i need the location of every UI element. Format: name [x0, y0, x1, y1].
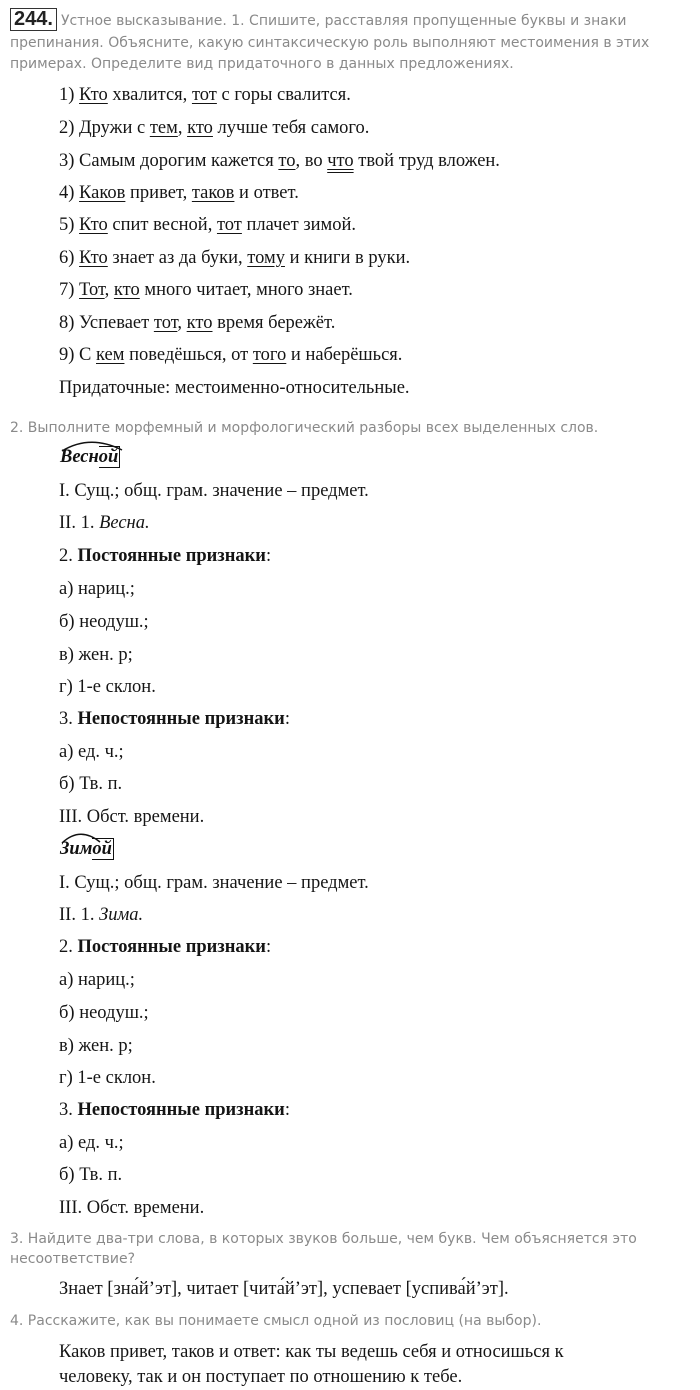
- w1-b: б) неодуш.;: [59, 612, 149, 632]
- sentence-text: и ответ.: [234, 183, 299, 203]
- instruction-3-line-2: несоответствие?: [10, 1251, 136, 1267]
- root-arc-icon: [60, 830, 130, 844]
- w1-line-5: III. Обст. времени.: [59, 807, 205, 827]
- w2-f: б) Тв. п.: [59, 1165, 123, 1185]
- answer-4-line-1: Каков привет, таков и ответ: как ты ведешь себя и относишься к: [59, 1342, 564, 1362]
- sentence-text: 3) Самым дорогим кажется: [59, 151, 279, 171]
- w1-a: а) нариц.;: [59, 579, 135, 599]
- sentence-text: 7): [59, 280, 80, 300]
- sentence-text: , во: [295, 151, 328, 171]
- sentence-text: и наберёшься.: [286, 345, 403, 365]
- sentence-text: 4): [59, 183, 80, 203]
- sentence-text: знает аз да буки,: [107, 248, 248, 268]
- sentence-1: [59, 84, 351, 106]
- task-header: [10, 8, 626, 32]
- clauses-note: Придаточные: местоименно-относительные.: [59, 378, 410, 398]
- w2-l3-colon: :: [265, 937, 272, 957]
- task-number: 244.: [10, 8, 57, 31]
- w2-l4-colon: :: [284, 1100, 290, 1120]
- w1-line-2-num: II. 1.: [59, 513, 100, 533]
- w1-line-3: [59, 545, 271, 567]
- headword-vesnoy: [60, 438, 120, 468]
- sentence-text: ,: [104, 280, 114, 300]
- underlined-pronoun: тому: [247, 248, 285, 268]
- w2-line-5: III. Обст. времени.: [59, 1198, 205, 1218]
- w1-initial-form: Весна.: [99, 513, 150, 533]
- sentence-text: твой труд вложен.: [353, 151, 500, 171]
- sentence-8: [59, 312, 335, 334]
- underlined-pronoun: Кто: [79, 85, 108, 105]
- w2-variable-features: Непостоянные признаки: [77, 1100, 285, 1120]
- sentence-9: [59, 344, 402, 366]
- sentence-text: 5): [59, 215, 80, 235]
- underlined-pronoun: кто: [113, 280, 140, 300]
- sentence-3: [59, 150, 500, 172]
- sentence-text: лучше тебя самого.: [212, 118, 370, 138]
- w1-l3-colon: :: [265, 546, 272, 566]
- underlined-pronoun: что: [327, 151, 354, 171]
- w2-line-3: [59, 936, 271, 958]
- sentence-text: поведёшься, от: [124, 345, 253, 365]
- instruction-4: 4. Расскажите, как вы понимаете смысл одной из пословиц (на выбор).: [10, 1313, 542, 1329]
- w2-l3-num: 2.: [59, 937, 78, 957]
- w2-c: в) жен. р;: [59, 1036, 133, 1056]
- w1-e: а) ед. ч.;: [59, 742, 124, 762]
- w1-line-4: [59, 708, 290, 730]
- underlined-pronoun: тот: [216, 215, 242, 235]
- sentence-text: плачет зимой.: [241, 215, 357, 235]
- underlined-pronoun: то: [278, 151, 296, 171]
- instruction-2: 2. Выполните морфемный и морфологический разборы всех выделенных слов.: [10, 420, 599, 436]
- sentence-text: ,: [177, 313, 187, 333]
- underlined-pronoun: кем: [96, 345, 125, 365]
- underlined-pronoun: таков: [191, 183, 235, 203]
- w1-c: в) жен. р;: [59, 645, 133, 665]
- underlined-pronoun: кто: [186, 313, 213, 333]
- w2-d: г) 1-е склон.: [59, 1068, 156, 1088]
- w2-line-2-num: II. 1.: [59, 905, 100, 925]
- w2-line-4: [59, 1099, 290, 1121]
- headword-zimoy: [60, 830, 114, 860]
- w1-line-2: [59, 512, 150, 534]
- sentence-2: [59, 117, 369, 139]
- w2-constant-features: Постоянные признаки: [77, 937, 266, 957]
- answer-4-line-2: человеку, так и он поступает по отношению к тебе.: [59, 1367, 463, 1387]
- sentence-text: 1): [59, 85, 80, 105]
- underlined-pronoun: тот: [191, 85, 217, 105]
- sentence-text: с горы свалится.: [216, 85, 351, 105]
- w1-constant-features: Постоянные признаки: [77, 546, 266, 566]
- underlined-pronoun: Кто: [79, 248, 108, 268]
- w1-l4-num: 3.: [59, 709, 78, 729]
- headword-ending: ой: [98, 447, 119, 467]
- underlined-pronoun: Каков: [79, 183, 126, 203]
- instruction-1-line-2: препинания. Объясните, какую синтаксическую роль выполняют местоимения в этих: [10, 35, 650, 51]
- sentence-text: хвалится,: [107, 85, 192, 105]
- headword-ending: ой: [92, 839, 112, 859]
- root-arc-icon: [60, 438, 130, 452]
- w2-initial-form: Зима.: [99, 905, 144, 925]
- sentence-text: ,: [177, 118, 188, 138]
- sentence-text: привет,: [125, 183, 192, 203]
- sentence-text: 6): [59, 248, 80, 268]
- w1-variable-features: Непостоянные признаки: [77, 709, 285, 729]
- headword-stem: Зим: [60, 839, 93, 859]
- w1-d: г) 1-е склон.: [59, 677, 156, 697]
- sentence-text: много читает, много знает.: [139, 280, 353, 300]
- sentence-6: [59, 247, 410, 269]
- sentence-text: спит весной,: [107, 215, 217, 235]
- underlined-pronoun: тем: [149, 118, 178, 138]
- w2-l4-num: 3.: [59, 1100, 78, 1120]
- answer-3: Знает [зна́й’эт], читает [чита́й’эт], успевает [успива́й’эт].: [59, 1279, 509, 1299]
- w2-a: а) нариц.;: [59, 970, 135, 990]
- instruction-1-line-3: примерах. Определите вид придаточного в данных предложениях.: [10, 56, 514, 72]
- sentence-text: 8) Успевает: [59, 313, 154, 333]
- underlined-pronoun: кто: [187, 118, 213, 138]
- w1-line-1: I. Сущ.; общ. грам. значение – предмет.: [59, 481, 369, 501]
- underlined-pronoun: тот: [153, 313, 178, 333]
- sentence-text: время бережёт.: [212, 313, 336, 333]
- instruction-1: Устное высказывание. 1. Спишите, расставляя пропущенные буквы и знаки: [60, 13, 627, 29]
- headword-stem: Весн: [60, 447, 99, 467]
- underlined-pronoun: Кто: [79, 215, 108, 235]
- w1-l3-num: 2.: [59, 546, 78, 566]
- sentence-5: [59, 214, 356, 236]
- w1-l4-colon: :: [284, 709, 290, 729]
- sentence-text: и книги в руки.: [284, 248, 411, 268]
- w2-line-2: [59, 904, 143, 926]
- instruction-3: 3. Найдите два-три слова, в которых звуков больше, чем букв. Чем объясняется это: [10, 1231, 637, 1247]
- w2-e: а) ед. ч.;: [59, 1133, 124, 1153]
- w2-line-1: I. Сущ.; общ. грам. значение – предмет.: [59, 873, 369, 893]
- sentence-7: [59, 279, 353, 301]
- sentence-text: 9) С: [59, 345, 96, 365]
- underlined-pronoun: того: [252, 345, 287, 365]
- w1-f: б) Тв. п.: [59, 774, 123, 794]
- w2-b: б) неодуш.;: [59, 1003, 149, 1023]
- sentence-text: 2) Дружи с: [59, 118, 150, 138]
- sentence-4: [59, 182, 299, 204]
- underlined-pronoun: Тот: [79, 280, 105, 300]
